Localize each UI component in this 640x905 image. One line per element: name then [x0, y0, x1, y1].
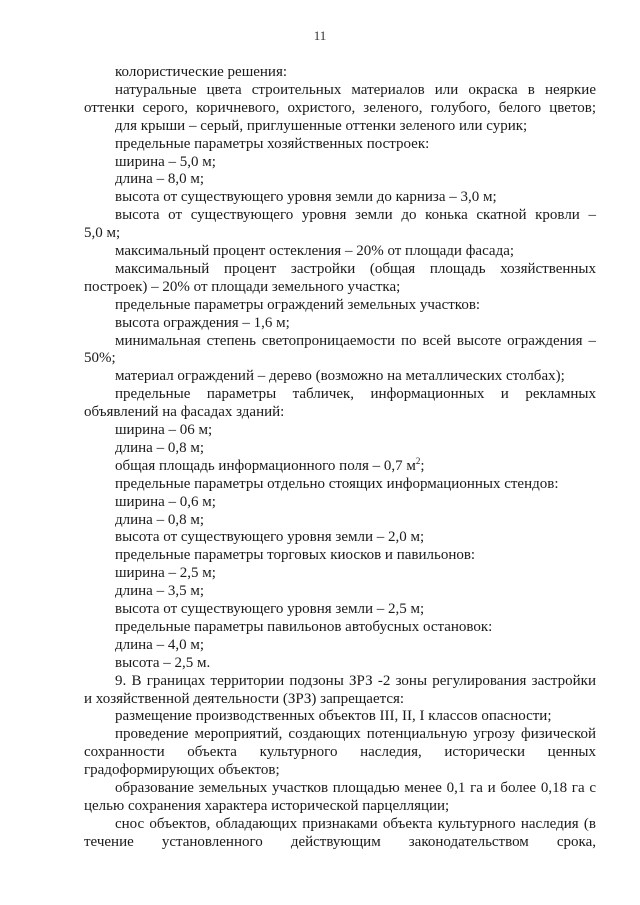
line-text: оттенки серого, коричневого, охристого, зеленого, голубого, белого цветов;	[84, 99, 596, 116]
line-text: градоформирующих объектов;	[84, 762, 280, 779]
line-text: 5,0 м;	[84, 225, 121, 242]
page-number: 11	[313, 28, 327, 43]
text-line	[84, 832, 596, 852]
line-text: максимальный процент остекления – 20% от площади фасада;	[115, 243, 515, 259]
line-text: высота от существующего уровня земли до карниза – 3,0 м;	[115, 189, 497, 206]
line-text: длина – 0,8 м;	[115, 439, 204, 456]
line-text: длина – 3,5 м;	[115, 583, 204, 600]
line-text: высота ограждения – 1,6 м;	[115, 314, 290, 331]
line-text: материал ограждений – дерево (возможно на металлических столбах);	[115, 368, 565, 385]
line-text: ширина – 5,0 м;	[115, 153, 216, 170]
line-text: ширина – 2,5 м;	[115, 565, 216, 582]
line-text: предельные параметры отдельно стоящих информационных стендов:	[115, 475, 559, 492]
line-text: максимальный процент застройки (общая площадь хозяйственных	[115, 260, 596, 277]
line-text: натуральные цвета строительных материалов или окраска в неяркие	[115, 81, 596, 98]
line-text: высота – 2,5 м.	[115, 654, 211, 671]
line-text: длина – 8,0 м;	[115, 171, 204, 188]
line-text: предельные параметры ограждений земельных участков:	[115, 296, 481, 313]
line-text: 9. В границах территории подзоны ЗРЗ -2 зоны регулирования застройки	[115, 672, 596, 689]
line-text: для крыши – серый, приглушенные оттенки зеленого или сурик;	[115, 117, 528, 134]
line-text: размещение производственных объектов III, II, I классов опасности;	[115, 708, 552, 725]
line-text: высота от существующего уровня земли до конька скатной кровли –	[115, 207, 596, 224]
line-text: построек) – 20% от площади земельного участка;	[84, 278, 401, 295]
line-text: сохранности объекта культурного наследия, исторически ценных	[84, 744, 596, 761]
line-text: предельные параметры табличек, информационных и рекламных	[115, 386, 596, 403]
line-text: ширина – 0,6 м;	[115, 493, 216, 510]
line-text: снос объектов, обладающих признаками объекта культурного наследия (в	[115, 815, 596, 832]
line-text: ширина – 06 м;	[115, 422, 213, 438]
line-text: и хозяйственной деятельности (ЗРЗ) запрещается:	[84, 690, 405, 707]
line-text: предельные параметры торговых киосков и павильонов:	[115, 547, 476, 564]
line-text: объявлений на фасадах зданий:	[84, 404, 285, 421]
line-text: колористические решения:	[115, 64, 288, 80]
line-text: целью сохранения характера исторической парцелляции;	[84, 797, 450, 814]
line-tail: ;	[420, 457, 425, 474]
superscript: 2	[415, 455, 421, 466]
line-text: 50%;	[84, 350, 116, 367]
line-text: проведение мероприятий, создающих потенциальную угрозу физической	[115, 726, 596, 743]
line-text: предельные параметры павильонов автобусных остановок:	[115, 618, 493, 635]
line-text: высота от существующего уровня земли – 2,5 м;	[115, 601, 425, 617]
line-text: минимальная степень светопроницаемости по всей высоте ограждения –	[115, 332, 596, 349]
line-text: длина – 0,8 м;	[115, 511, 204, 528]
line-text: длина – 4,0 м;	[115, 636, 204, 653]
line-text: образование земельных участков площадью менее 0,1 га и более 0,18 га с	[115, 780, 596, 796]
line-text: общая площадь информационного поля – 0,7 м	[115, 457, 416, 474]
line-text: предельные параметры хозяйственных построек:	[115, 135, 430, 152]
line-text: высота от существующего уровня земли – 2,0 м;	[115, 529, 425, 546]
line-text: течение установленного действующим законодательством срока,	[84, 833, 596, 850]
